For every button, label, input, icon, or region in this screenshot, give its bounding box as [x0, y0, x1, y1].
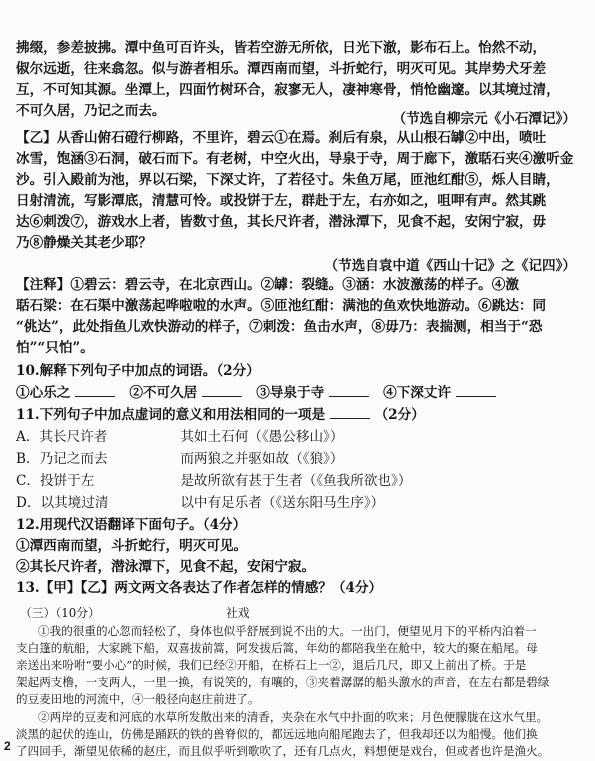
section3-line-5: 的豆麦田地的河流中，④一般径向赵庄前进了。	[16, 692, 260, 706]
section3-title: 社戏	[226, 606, 250, 620]
passage-jia-line-3: 互，不可知其源。坐潭上，四面竹树环合，寂寥无人，凄神寒骨，悄怆幽邃。以其境过清，	[16, 82, 560, 98]
passage-yi-line-2: 冰雪，饱涵③石洞，破石而下。有老树，中空火出，导泉于寺，周于廊下，激聒石夹④激听金	[16, 151, 574, 167]
q11-score: （2分）	[374, 407, 425, 423]
notes-line-3: “佻达”，此处指鱼儿欢快游动的样子，⑦刺泼：鱼击水声，⑧毋乃：表揣测，相当于“恐	[16, 319, 543, 335]
q11-option-d-label: D．以其境过清	[16, 495, 109, 511]
q11-option-a-compare: 其如土石何（《愚公移山》）	[180, 429, 344, 445]
q11-option-b-label: B．乃记之而去	[16, 451, 108, 467]
notes-line-1: 【注释】①碧云：碧云寺，在北京西山。②罅：裂缝。③涵：水波激荡的样子。④激	[16, 277, 519, 293]
section3-line-7: 淡黑的起伏的连山，仿佛是踊跃的铁的兽脊似的，都远远地向船尾跑去了，但我却还以为船慢。他们换	[16, 727, 538, 741]
q11-option-b	[16, 449, 582, 470]
notes-line-2: 聒石梁：在石渠中激荡起哗啦啦的水声。⑤匝池红酣：满池的鱼欢快地游动。⑥跳达：同	[16, 298, 547, 314]
section3-line-2: 支白篷的航船，大家跳下船，双喜拔前篙，阿发拔后篙，年幼的都陪我坐在舱中，较大的聚在船尾。母	[16, 641, 538, 655]
q10-answer-blank-1[interactable]	[75, 383, 115, 397]
q11-option-d-compare: 以中有足乐者（《送东阳马生序》）	[180, 495, 385, 511]
q12-item-2: ②其长尺许者，潜泳潭下，见食不起，安闲宁寂。	[16, 559, 316, 575]
section3-line-6: ②两岸的豆麦和河底的水草所发散出来的清香，夹杂在水气中扑面的吹来；月色便朦胧在这水气里。	[38, 710, 549, 724]
q10-answer-blank-4[interactable]	[456, 383, 496, 397]
q11-option-d	[16, 493, 582, 514]
passage-yi-line-1: 【乙】从香山俯石磴行柳路，不里许，碧云①在焉。刹后有泉，从山根石罅②中出，喷吐	[16, 130, 547, 146]
section3-line-1: ①我的很重的心忽而轻松了，身体也似乎舒展到说不出的大。一出门，便望见月下的平桥内泊着一	[38, 624, 537, 638]
section3-label: （三）（10分）	[20, 606, 100, 620]
q11-option-a	[16, 427, 582, 448]
section3-line-8: 了四回手，渐望见依稀的赵庄，而且似乎听到歌吹了，还有几点火，料想便是戏台，但或者也许是渔火。	[16, 744, 550, 758]
passage-jia-line-1: 拂缀，参差披拂。潭中鱼可百许头，皆若空游无所依，日光下澈，影布石上。怡然不动，	[16, 40, 547, 56]
q11-option-c-label: C．投饼于左	[16, 473, 95, 489]
section3-line-4: 架起两支橹，一支两人，一里一换，有说笑的，有嚷的，③夹着潺潺的船头激水的声音，在左右都是碧绿	[16, 675, 550, 689]
q13-stem: 13.【甲】【乙】两文两文各表达了作者怎样的情感？（4分）	[16, 580, 383, 596]
q10-items	[16, 383, 582, 404]
q11-option-a-label: A．其长尺许者	[16, 429, 108, 445]
passage-jia-source: （节选自柳宗元《小石潭记》）	[392, 111, 576, 127]
passage-yi-line-6: 乃⑧静燥关其老少耶？	[16, 235, 152, 251]
notes-line-4: 怕”“只怕”。	[16, 340, 94, 356]
passage-yi-line-4: 日射清流，写影潭底，清慧可怜。或投饼于左，群赴于左，右亦如之，咀呷有声。然其跳	[16, 193, 547, 209]
q11-option-b-compare: 而两狼之并驱如故（《狼》）	[180, 451, 344, 467]
q11-stem-line	[16, 405, 582, 426]
q10-stem: 10.解释下列句子中加点的词语。（2分）	[16, 363, 260, 379]
q11-option-c	[16, 471, 582, 492]
q10-answer-blank-2[interactable]	[202, 383, 242, 397]
q11-stem: 11.下列句子中加点虚词的意义和用法相同的一项是	[16, 407, 326, 423]
passage-jia-line-4: 不可久居，乃记之而去。	[16, 103, 166, 119]
passage-yi-line-5: 达⑥刺泼⑦，游戏水上者，皆数寸鱼，其长尺许者，潜泳潭下，见食不起，安闲宁寂，毋	[16, 214, 547, 230]
q10-item-3: ③导泉于寺	[256, 385, 325, 401]
passage-jia-line-2: 俶尔远逝，往来翕忽。似与游者相乐。潭西南而望，斗折蛇行，明灭可见。其岸势犬牙差	[16, 61, 547, 77]
q11-option-c-compare: 是故所欲有甚于生者（《鱼我所欲也》）	[180, 473, 412, 489]
q10-answer-blank-3[interactable]	[329, 383, 369, 397]
q11-answer-blank[interactable]	[330, 405, 370, 419]
q10-item-1: ①心乐之	[16, 385, 71, 401]
passage-yi-source: （节选自袁中道《西山十记》之《记四》）	[324, 258, 576, 274]
q12-stem: 12.用现代汉语翻译下面句子。（4分）	[16, 517, 247, 533]
section3-line-3: 亲送出来吩咐“要小心”的时候，我们已经②开船，在桥石上一②，退后几尺，即又上前出了桥。于是	[16, 658, 527, 672]
passage-yi-line-3: 沙。引入殿前为池，界以石梁，下深丈许，了若径寸。朱鱼万尾，匝池红酣⑤，烁人目睛，	[16, 172, 560, 188]
q12-item-1: ①潭西南而望，斗折蛇行，明灭可见。	[16, 538, 248, 554]
q10-item-2: ②不可久居	[129, 385, 198, 401]
page-number: 2	[4, 739, 11, 753]
q10-item-4: ④下深丈许	[383, 385, 452, 401]
